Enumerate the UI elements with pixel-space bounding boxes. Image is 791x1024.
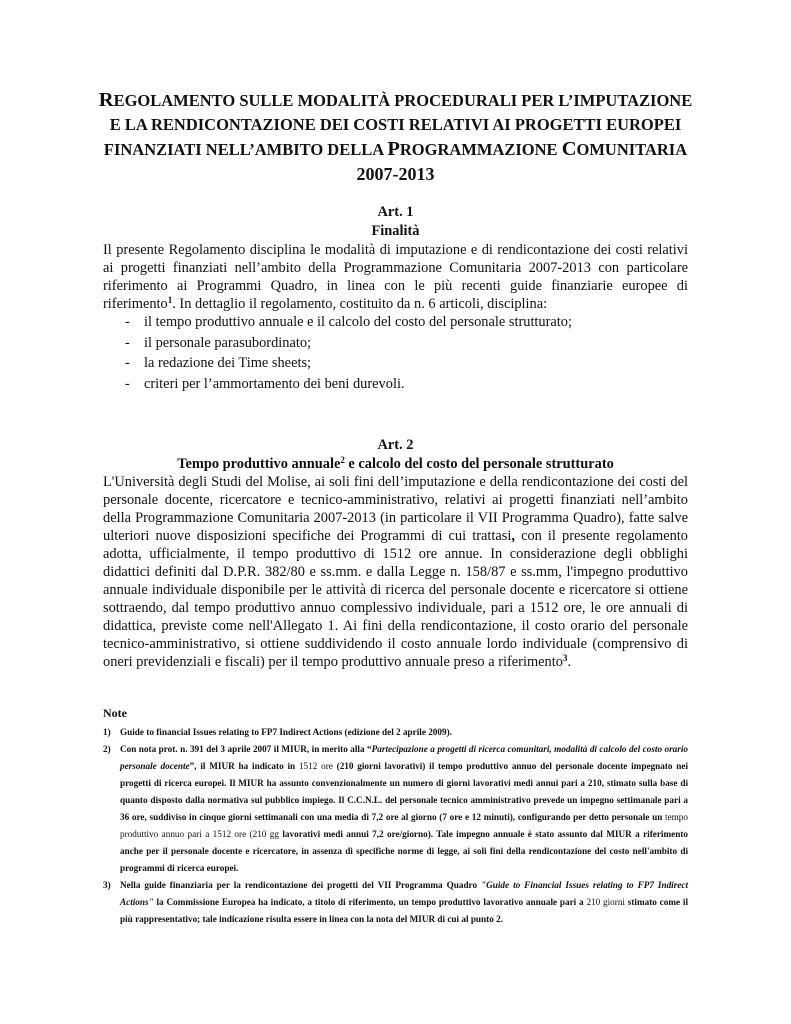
note-3: 3) Nella guide finanziaria per la rendicontazione dei progetti del VII Programma Quadro "Guide to Financial Issues relating to FP7 Indirect Actions" la Commissione Europea ha indicato, a titolo di riferimento, un tempo produttivo lavorativo annuale pari a 210 giorni stimato come il più rappresentativo; tale indicazione risulta essere in linea con la nota del MIUR di cui al punto 2. [103,880,688,924]
footnote-ref-1: 1 [167,295,173,305]
list-item: - criteri per l’ammortamento dei beni durevoli. [125,375,405,392]
art1-subheading: Finalità [371,223,420,239]
title-line-2: E LA RENDICONTAZIONE DEI COSTI RELATIVI AI PROGETTI EUROPEI [109,115,682,134]
art2-heading: Art. 2 [377,437,414,453]
title-line-1: REGOLAMENTO SULLE MODALITÀ PROCEDURALI PER L’IMPUTAZIONE [98,89,693,111]
note-1: 1) Guide to financial Issues relating to FP7 Indirect Actions (edizione del 2 aprile 2009). [103,727,452,737]
list-item: - il personale parasubordinato; [125,334,312,351]
note-2: 2) Con nota prot. n. 391 del 3 aprile 2007 il MIUR, in merito alla “Partecipazione a progetti di ricerca comunitari, modalità di calcolo del costo orario personale docente”, il MIUR ha indicato in 1512 ore (210 giorni lavorativi) il tempo produttivo annuo del personale docente impegnato nei progetti di ricerca europei. Il MIUR ha assunto convenzionalmente un numero di giorni lavorativi medi annui pari a 210, stimato sulla base di quanto disposto dalla normativa sul pubblico impiego. Il C.C.N.L. del personale tecnico amministrativo prevede un impegno settimanale pari a 36 ore, suddiviso in cinque giorni settimanali con una media di 7,2 ore al giorno (7 ore e 12 minuti), configurando per detto personale un tempo produttivo annuo pari a 1512 ore (210 gg lavorativi medi annui 7,2 ore/giorno). Tale impegno annuale è stato assunto dal MIUR a riferimento anche per il personale docente e ricercatore, in assenza di specifiche norme di legge, ai soli fini della rendicontazione del costo nell'ambito di programmi di ricerca europei. [103,744,689,873]
art2-paragraph: L'Università degli Studi del Molise, ai soli fini dell’imputazione e della rendicontazione dei costi del personale docente, ricercatore e tecnico-amministrativo, relativi ai progetti finanziati nell’ambito della Programmazione Comunitaria 2007-2013 (in particolare il VII Programma Quadro), fatte salve ulteriori nuove disposizioni specifiche dei Programmi di cui trattasi, con il presente regolamento adotta, ufficialmente, il tempo produttivo di 1512 ore annue. In considerazione degli obblighi didattici definiti dal D.P.R. 382/80 e ss.mm. e dalla Legge n. 158/87 e ss.mm, l'impegno produttivo annuale individuale disponibile per le attività di ricerca del personale docente e ricercatore si ottiene sottraendo, dal tempo produttivo annuo complessivo individuale, pari a 1512 ore, le ore annuali di didattica, previste come nell'Allegato 1. Ai fini della rendicontazione, il costo orario del personale tecnico-amministrativo, si ottiene suddividendo il costo annuale lordo individuale (comprensivo di oneri previdenziali e fiscali) per il tempo produttivo annuale preso a riferimento$^3$. [103,474,688,670]
list-item: - la redazione dei Time sheets; [125,355,312,371]
notes-title: Note [103,706,127,720]
title-line-4: 2007-2013 [356,164,435,184]
list-item: - il tempo produttivo annuale e il calcolo del costo del personale strutturato; [125,314,573,330]
footnote-ref-2: 2 [340,455,345,465]
footnote-ref-3: 3 [562,653,568,663]
notes-list [103,724,688,928]
art1-list [103,312,688,394]
art2-subheading: Tempo produttivo annuale$^2$ e calcolo del costo del personale strutturato [177,455,614,472]
art1-heading: Art. 1 [377,204,414,220]
document-title [90,88,701,186]
title-line-3: FINANZIATI NELL’AMBITO DELLA PROGRAMMAZIONE COMUNITARIA [103,138,688,160]
art1-paragraph: Il presente Regolamento disciplina le modalità di imputazione e di rendicontazione dei costi relativi ai progetti finanziati nell’ambito della Programmazione Comunitaria 2007-2013 con particolare riferimento ai Programmi Quadro, in linea con le più recenti guide finanziarie europee di riferimento$^1$. In dettaglio il regolamento, costituito da n. 6 articoli, disciplina: [103,242,688,312]
